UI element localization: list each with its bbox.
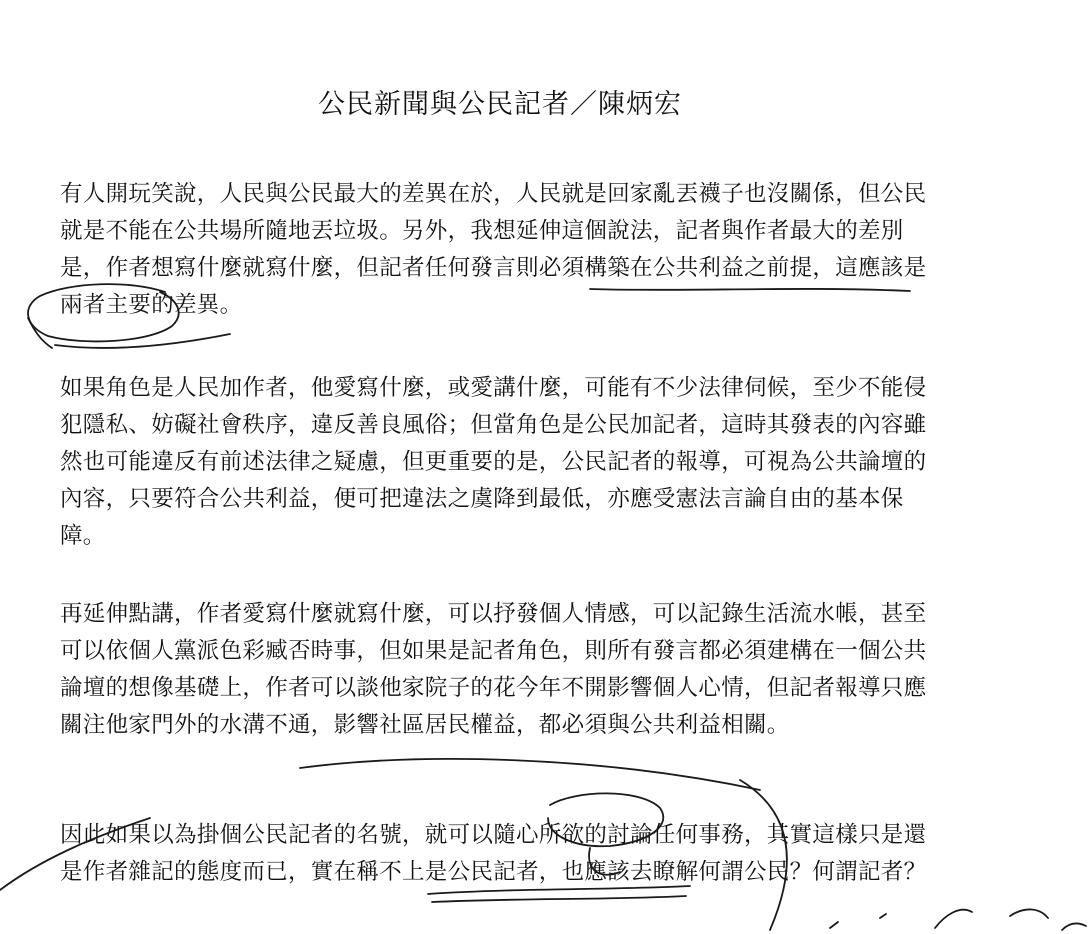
scribble-mark-3 [935,910,972,928]
paragraph-1: 有人開玩笑說，人民與公民最大的差異在於，人民就是回家亂丟襪子也沒關係，但公民就是不能在公共場所隨地丟垃圾。另外，我想延伸這個說法，記者與作者最大的差別是，作者想寫什麼就寫什麼，但記者任何發言則必須構築在公共利益之前提，這應該是兩者主要的差異。 [60,181,927,318]
scribble-mark-4 [1010,909,1048,918]
sweep-mark-1 [300,759,760,790]
underline-mark-2 [55,334,230,348]
underline-mark-4 [432,896,686,902]
tick-mark-1 [28,318,52,348]
scribble-mark-2 [880,914,886,918]
paragraph-3: 再延伸點講，作者愛寫什麼就寫什麼，可以抒發個人情感，可以記錄生活流水帳，甚至可以依個人黨派色彩臧否時事，但如果是記者角色，則所有發言都必須建構在一個公共論壇的想像基礎上，作者可以談他家院子的花今年不開影響個人心情，但記者報導只應關注他家門外的水溝不通，影響社區居民權益，都必須與公共利益相關。 [60,601,927,738]
paragraph-4: 因此如果以為掛個公民記者的名號，就可以隨心所欲的討論任何事務，其實這樣只是還是作者雜記的態度而已，實在稱不上是公民記者，也應該去瞭解何謂公民？何謂記者？ [60,822,927,885]
document-title: 公民新聞與公民記者／陳炳宏 [318,89,682,120]
paragraph-2: 如果角色是人民加作者，他愛寫什麼，或愛講什麼，可能有不少法律伺候，至少不能侵犯隱私、妨礙社會秩序，違反善良風俗；但當角色是公民加記者，這時其發表的內容雖然也可能違反有前述法律之疑慮，但更重要的是，公民記者的報導，可視為公共論壇的內容，只要符合公共利益，便可把違法之虞降到最低，亦應受憲法言論自由的基本保障。 [60,375,927,549]
scribble-mark-1 [830,922,838,928]
scribble-mark-5 [1062,923,1086,930]
